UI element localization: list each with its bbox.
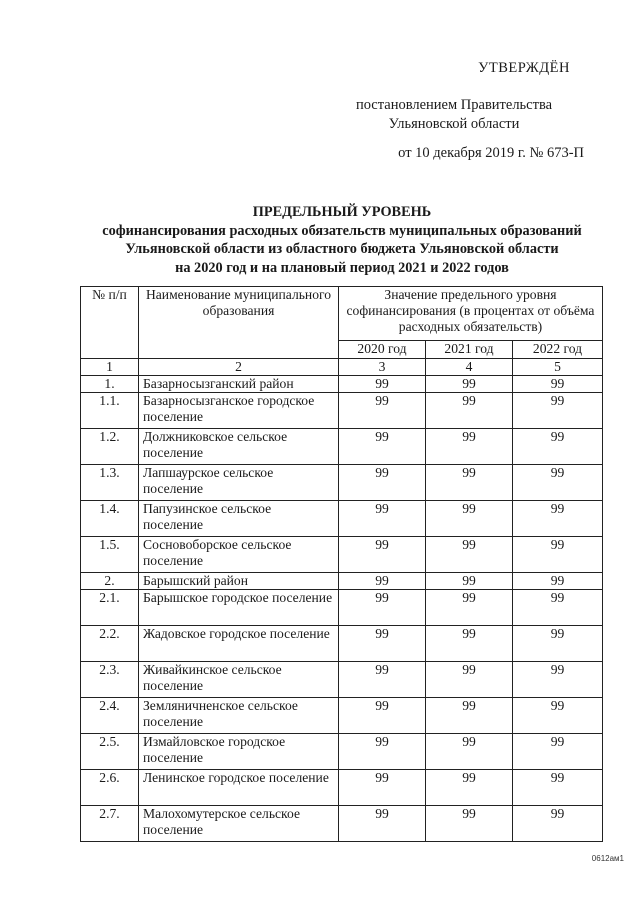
value-2022: 99 [513,501,603,537]
table-row [81,626,603,662]
value-2021: 99 [426,573,513,590]
header-num: № п/п [81,287,139,359]
row-number: 1.2. [81,429,139,465]
value-2021: 99 [426,770,513,806]
municipality-name: Сосновоборское сельское поселение [139,537,339,573]
value-2020: 99 [339,537,426,573]
value-2020: 99 [339,429,426,465]
value-2020: 99 [339,590,426,626]
municipality-name: Земляничненское сельское поселение [139,698,339,734]
value-2021: 99 [426,429,513,465]
row-number: 2.5. [81,734,139,770]
value-2021: 99 [426,698,513,734]
table-row [81,429,603,465]
row-number: 2.1. [81,590,139,626]
approval-date-ref: от 10 декабря 2019 г. № 673-П [398,145,584,161]
value-2020: 99 [339,465,426,501]
municipality-name: Барышское городское поселение [139,590,339,626]
value-2020: 99 [339,734,426,770]
footer-code: 0612ам1 [591,854,624,863]
municipality-name: Барышский район [139,573,339,590]
municipality-name: Базарносызганское городское поселение [139,393,339,429]
header-name: Наименование муниципального образования [139,287,339,359]
table-row [81,590,603,626]
value-2021: 99 [426,734,513,770]
row-number: 1.1. [81,393,139,429]
title-line-2: софинансирования расходных обязательств муниципальных образований [102,222,582,239]
document-title [70,203,614,277]
value-2020: 99 [339,573,426,590]
col-number: 5 [513,359,603,376]
municipality-name: Должниковское сельское поселение [139,429,339,465]
value-2022: 99 [513,698,603,734]
value-2020: 99 [339,626,426,662]
col-number: 1 [81,359,139,376]
row-number: 2.2. [81,626,139,662]
value-2020: 99 [339,698,426,734]
header-year-2021: 2021 год [426,341,513,359]
table-row [81,465,603,501]
value-2020: 99 [339,662,426,698]
row-number: 2.6. [81,770,139,806]
value-2021: 99 [426,662,513,698]
title-line-3: Ульяновской области из областного бюджета Ульяновской области [125,241,559,257]
table-row [81,376,603,393]
value-2020: 99 [339,806,426,842]
cofinancing-table [80,286,603,842]
value-2022: 99 [513,662,603,698]
header-value-group: Значение предельного уровня софинансирования (в процентах от объёма расходных обязательств) [339,287,603,341]
municipality-name: Измайловское городское поселение [139,734,339,770]
column-number-row [81,359,603,376]
municipality-name: Папузинское сельское поселение [139,501,339,537]
value-2022: 99 [513,626,603,662]
table-row [81,393,603,429]
approval-issuer: постановлением Правительства Ульяновской области [355,97,553,132]
value-2022: 99 [513,429,603,465]
header-year-2022: 2022 год [513,341,603,359]
row-number: 2. [81,573,139,590]
value-2022: 99 [513,806,603,842]
municipality-name: Живайкинское сельское поселение [139,662,339,698]
municipality-name: Лапшаурское сельское поселение [139,465,339,501]
value-2020: 99 [339,501,426,537]
value-2020: 99 [339,770,426,806]
table-row [81,501,603,537]
title-line-4: на 2020 год и на плановый период 2021 и 2022 годов [175,259,509,276]
title-line-1: ПРЕДЕЛЬНЫЙ УРОВЕНЬ [252,204,432,220]
municipality-name: Малохомутерское сельское поселение [139,806,339,842]
col-number: 4 [426,359,513,376]
value-2020: 99 [339,376,426,393]
row-number: 1.3. [81,465,139,501]
value-2022: 99 [513,393,603,429]
value-2021: 99 [426,393,513,429]
row-number: 1. [81,376,139,393]
value-2022: 99 [513,573,603,590]
municipality-name: Ленинское городское поселение [139,770,339,806]
table-row [81,806,603,842]
row-number: 2.4. [81,698,139,734]
table-row [81,734,603,770]
value-2021: 99 [426,806,513,842]
value-2022: 99 [513,537,603,573]
municipality-name: Жадовское городское поселение [139,626,339,662]
municipality-name: Базарносызганский район [139,376,339,393]
value-2022: 99 [513,590,603,626]
value-2022: 99 [513,376,603,393]
value-2021: 99 [426,590,513,626]
row-number: 1.5. [81,537,139,573]
table-row [81,770,603,806]
value-2021: 99 [426,465,513,501]
row-number: 2.7. [81,806,139,842]
value-2020: 99 [339,393,426,429]
value-2022: 99 [513,770,603,806]
value-2021: 99 [426,537,513,573]
table-row [81,662,603,698]
col-number: 3 [339,359,426,376]
value-2021: 99 [426,626,513,662]
row-number: 1.4. [81,501,139,537]
col-number: 2 [139,359,339,376]
value-2022: 99 [513,465,603,501]
value-2022: 99 [513,734,603,770]
row-number: 2.3. [81,662,139,698]
value-2021: 99 [426,501,513,537]
table-row [81,698,603,734]
table-row [81,573,603,590]
table-row [81,537,603,573]
value-2021: 99 [426,376,513,393]
header-year-2020: 2020 год [339,341,426,359]
approval-status: УТВЕРЖДЁН [478,60,570,76]
